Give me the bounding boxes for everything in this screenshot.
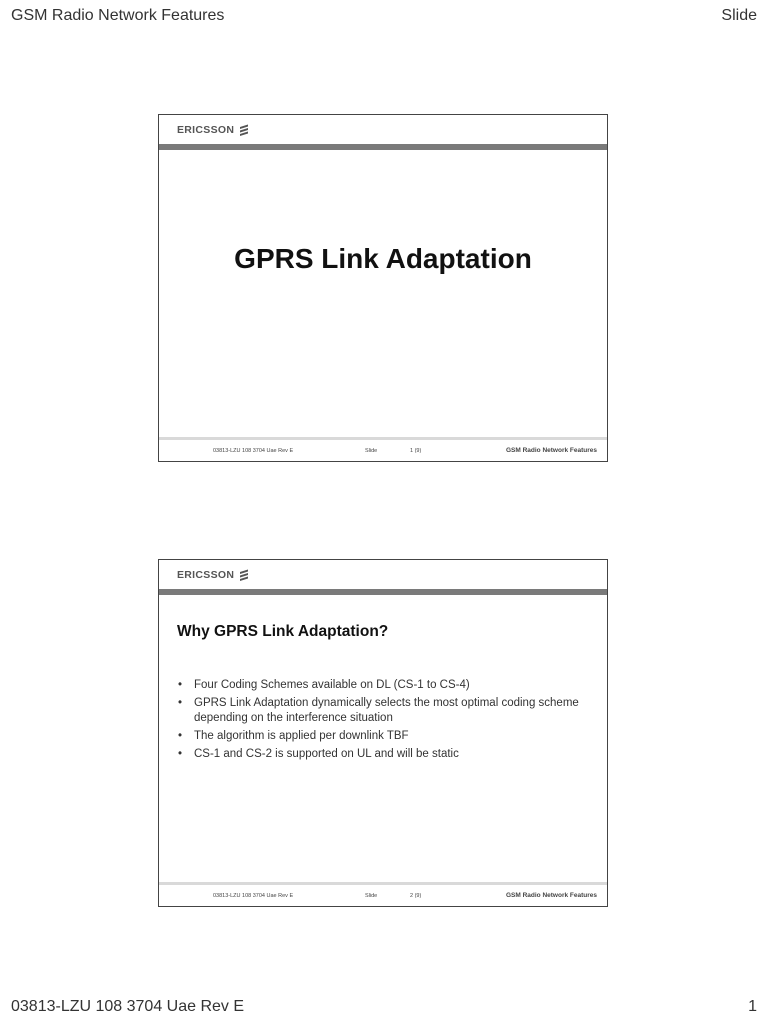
page-footer-doc-id: 03813-LZU 108 3704 Uae Rev E [11,998,245,1015]
slide-footer-label: Slide [365,448,378,454]
bullet-list [177,678,597,765]
slide-footer-number: 1 (9) [410,448,422,454]
slide-footer-brand: GSM Radio Network Features [505,892,597,899]
list-item: • GPRS Link Adaptation dynamically selects the most optimal coding scheme depending on the interference situation [177,696,597,726]
ericsson-logo [177,569,250,581]
ericsson-mark-icon [238,124,250,136]
list-item: • CS-1 and CS-2 is supported on UL and will be static [177,747,597,762]
page-header-title: GSM Radio Network Features [11,7,225,24]
slide-title: GPRS Link Adaptation [234,243,532,274]
page-header-slide-label: Slide [721,7,757,24]
logo-text: ERICSSON [177,569,235,581]
slide-footer-label: Slide [365,893,378,899]
slide-title: Why GPRS Link Adaptation? [177,623,389,640]
ericsson-mark-icon [238,569,250,581]
slide-top-bar [159,144,607,150]
slide-footer-number: 2 (9) [410,893,422,899]
slide-bottom-bar [159,882,607,885]
ericsson-logo [177,124,250,136]
list-item: • Four Coding Schemes available on DL (CS-1 to CS-4) [177,678,597,693]
slide-bottom-bar [159,437,607,440]
slide-2 [158,559,608,907]
slide-top-bar [159,589,607,595]
list-item: • The algorithm is applied per downlink TBF [177,729,597,744]
slide-footer-brand: GSM Radio Network Features [505,447,597,454]
slide-footer-doc: 03813-LZU 108 3704 Uae Rev E [213,448,294,454]
slide-1 [158,114,608,462]
page-number: 1 [748,998,757,1015]
logo-text: ERICSSON [177,124,235,136]
slide-footer-doc: 03813-LZU 108 3704 Uae Rev E [213,893,294,899]
